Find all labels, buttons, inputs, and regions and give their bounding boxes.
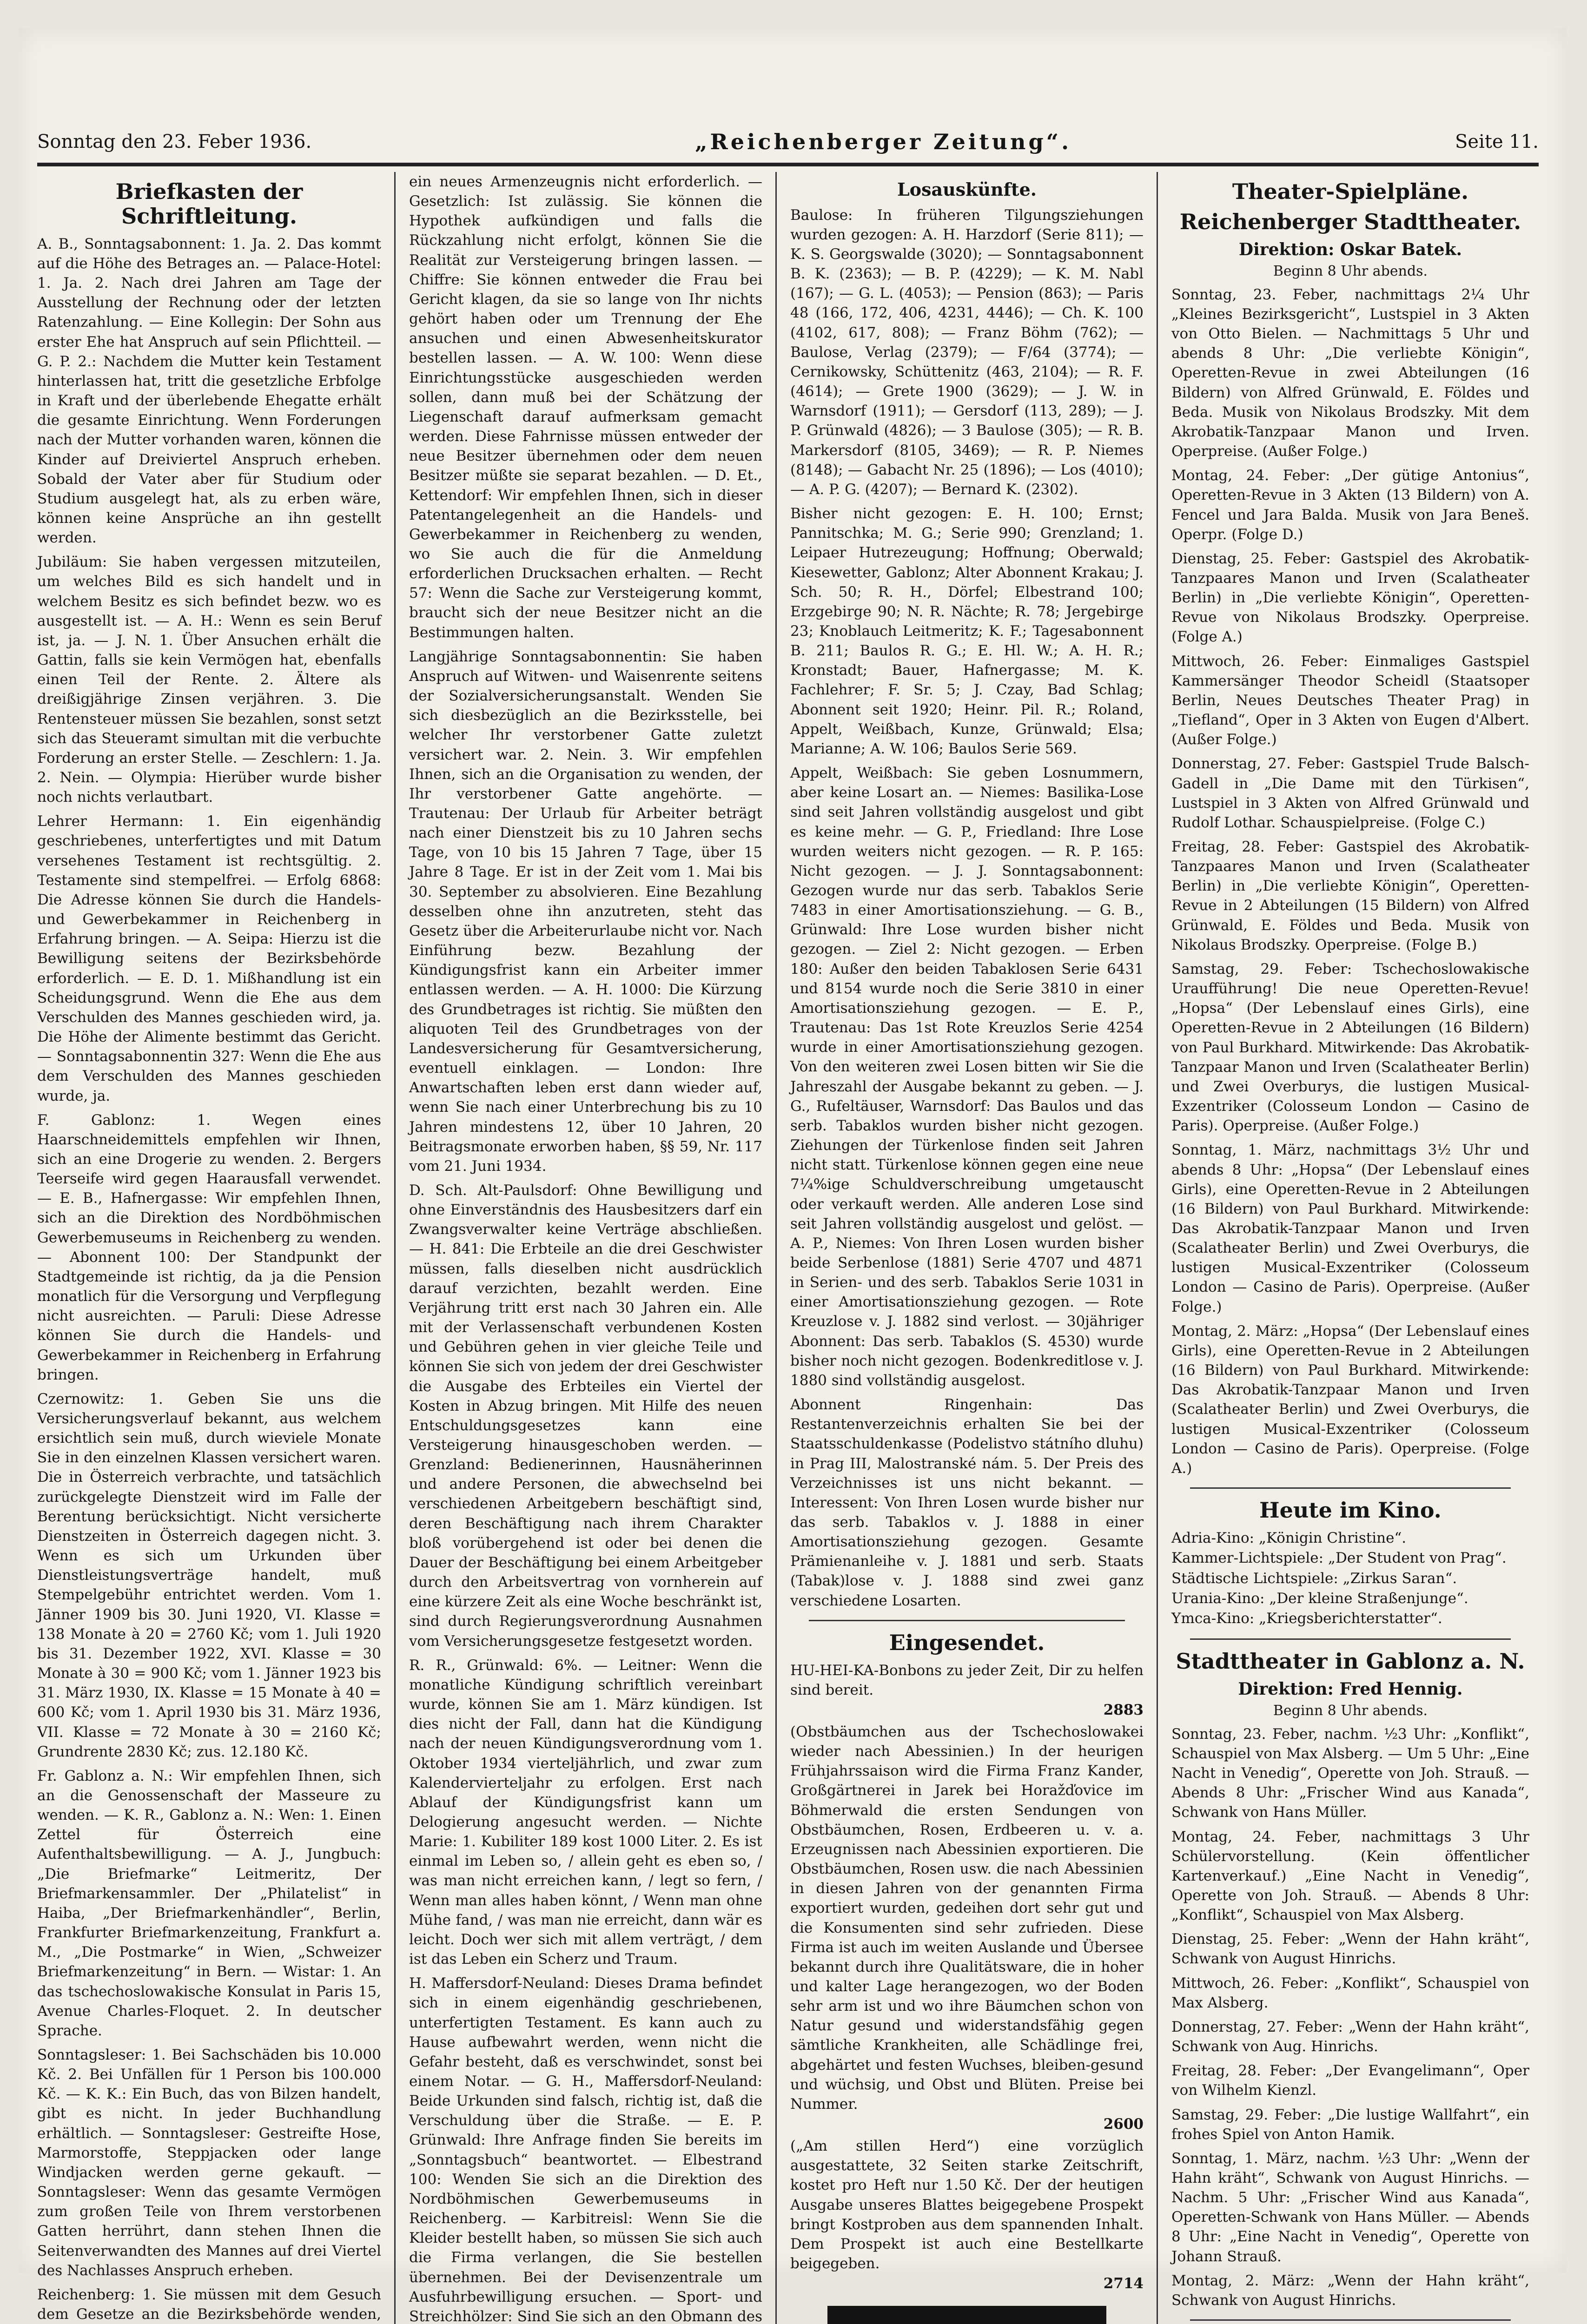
briefkasten-para: Fr. Gablonz a. N.: Wir empfehlen Ihnen, sich an die Genossenschaft der Masseure zu wenden. — K. R., Gablonz a. N.: Wen: 1. Einen Zettel für Österreich eine Aufenthaltsbewilligung. — A. J., Jungbuch: „Die Briefmarke“ Leitmeritz, Der Briefmarkensammler. Der „Philatelist“ in Haiba, „Der Briefmarkenhändler“, Berlin, Frankfurter Briefmarkenzeitung, Frankfurt a. M., „Die Postmarke“ in Wien, „Schweizer Briefmarkenzeitung“ in Bern. — Wistar: 1. An das tschechoslowakische Konsulat in Paris 15, Avenue Charles-Floquet. 2. In deutscher Sprache. [37, 1767, 381, 2039]
column-briefkasten-continued [409, 172, 762, 2324]
gablonz-heading: Stadttheater in Gablonz a. N. [1176, 1648, 1525, 1674]
page-number: Seite 11. [1455, 131, 1539, 152]
section-divider [1190, 2319, 1511, 2321]
program-entry: Donnerstag, 27. Feber: Gastspiel Trude Balsch-Gadell in „Die Dame mit den Türkisen“, Lustspiel in 3 Akten von Alfred Grünwald und Rudolf Lothar. Schauspielpreise. (Folge C.) [1171, 755, 1529, 831]
herd-number: 2714 [1103, 2275, 1144, 2292]
briefkasten-para: ein neues Armenzeugnis nicht erforderlich. — Gesetzlich: Ist zulässig. Sie können die Hypothek aufkündigen und falls die Rückzahlung nicht erfolgt, können Sie die Realität zur Versteigerung bringen lassen. — Chiffre: Sie können entweder die Frau bei Gericht klagen, da sie so lange von Ihr nichts gehört haben oder um Trennung der Ehe ansuchen und einen Abwesenheitskurator bestellen lassen. — A. W. 100: Wenn diese Einrichtungsstücke ausgeschieden werden sollen, dann muß bei der Schätzung der Liegenschaft darauf aufmerksam gemacht werden. Diese Fahrnisse müssen entweder der neue Besitzer übernehmen oder dem neuen Besitzer müßte sie separat bezahlen. — D. Et., Kettendorf: Wir empfehlen Ihnen, sich in dieser Patentangelegenheit an die Handels- und Gewerbekammer in Reichenberg zu wenden, wo Sie auch die für die Anmeldung erforderlichen Drucksachen erhalten. — Recht 57: Wenn die Sache zur Versteigerung kommt, braucht sich der neue Besitzer nicht an die Bestimmungen halten. [409, 173, 762, 641]
gablonz-entry: Freitag, 28. Feber: „Der Evangelimann“, Oper von Wilhelm Kienzl. [1171, 2062, 1529, 2099]
column-briefkasten [37, 172, 381, 2324]
page-header [37, 121, 1539, 163]
briefkasten-para: H. Maffersdorf-Neuland: Dieses Drama befindet sich in einem eigenhändig geschriebenen, unterfertigten Testament. Es kann auch zu Hause aufbewahrt werden, wenn nicht die Gefahr besteht, daß es verschwindet, sonst bei einem Notar. — G. H., Maffersdorf-Neuland: Beide Urkunden sind falsch, richtig ist, daß die Verschuldung über die Straße. — E. P. Grünwald: Ihre Anfrage finden Sie bereits im „Sonntagsbuch“ beantwortet. — Elbestrand 100: Wenden Sie sich an die Direktion des Nordböhmischen Gewerbemuseums in Reichenberg. — Karbitreisl: Wenn Sie die Kleider bestellt haben, so müssen Sie sich auch die Firma verlangen, die Sie bestellen übernehmen. Bei der Devisenzentrale um Ausfuhrbewilligung ersuchen. — Sport- und Streichhölzer: Sind Sie sich an den Obmann des [409, 1975, 762, 2324]
section-divider [809, 1620, 1125, 1621]
beginn: Beginn 8 Uhr abends. [1273, 263, 1428, 279]
newspaper-page [19, 28, 1567, 2324]
los-para: Abonnent Ringenhain: Das Restantenverzeichnis erhalten Sie bei der Staatsschuldenkasse (Podelistvo státního dluhu) in Prag III, Malostranské nám. 5. Der Preis des Verzeichnisses ist uns nicht bekannt. — Interessent: Von Ihren Losen wurde bisher nur das serb. Tabaklos v. J. 1888 in einer Amortisationsziehung gezogen. Gesamte Prämienanleihe v. J. 1881 und serb. Staats (Tabak)lose v. J. 1888 sind zwei ganz verschiedene Losarten. [790, 1396, 1144, 1609]
kino-heading: Heute im Kino. [1259, 1498, 1442, 1523]
program-entry: Sonntag, 1. März, nachmittags 3½ Uhr und abends 8 Uhr: „Hopsa“ (Der Lebenslauf eines Girls), eine Operetten-Revue in 2 Abteilungen (16 Bildern) von Paul Burkhard. Mitwirkende: Das Akrobatik-Tanzpaar Manon und Irven (Scalatheater Berlin) und Zwei Overburys, die lustigen Musical-Exzentriker (Colosseum London — Casino de Paris). Operpreise. (Außer Folge.) [1171, 1142, 1529, 1315]
columns [37, 172, 1539, 2324]
los-para: Appelt, Weißbach: Sie geben Losnummern, aber keine Losart an. — Niemes: Basilika-Lose sind seit Jahren vollständig ausgelost und gibt es keine mehr. — G. P., Friedland: Ihre Lose wurden weiters nicht gezogen. — R. P. 165: Nicht gezogen. — J. J. Sonntagsabonnent: Gezogen wurde nur das serb. Tabaklos Serie 7483 in einer Amortisationsziehung. — G. B., Grünwald: Ihre Lose wurden bisher nicht gezogen. — Ziel 2: Nicht gezogen. — Erben 180: Außer den beiden Tabaklosen Serie 6431 und 8154 wurde noch die Serie 3810 in einer Amortisationsziehung gezogen. — E. P., Trautenau: Das 1st Rote Kreuzlos Serie 4254 wurde in einer Amortisationsziehung gezogen. Von den weiteren zwei Losen bitten wir Sie die Jahreszahl der Ausgabe bekannt zu geben. — J. G., Rufeltäuser, Warnsdorf: Das Baulos und das serb. Tabaklos wurden bisher nicht gezogen. Ziehungen der Türkenlose finden seit Jahren nicht statt. Türkenlose können gegen eine neue 7¼%ige Schuldverschreibung umgetauscht oder verkauft werden. Alle anderen Lose sind seit Jahren vollständig ausgelost und gelöst. — A. P., Niemes: Von Ihren Losen wurden bisher beide Serbenlose (1881) Serie 4707 und 4871 in Serien- und des serb. Tabaklos Serie 1031 in einer Amortisationsziehung gezogen. — Rote Kreuzlose v. J. 1882 sind verlost. — 30jähriger Abonnent: Das serb. Tabaklos (S. 4530) wurde bisher noch nicht gezogen. Bodenkreditlose v. J. 1880 sind vollständig ausgelost. [790, 765, 1144, 1389]
program-entry: Montag, 2. März: „Hopsa“ (Der Lebenslauf eines Girls), eine Operetten-Revue in 2 Abteilungen (16 Bildern) von Paul Burkhard. Mitwirkende: Das Akrobatik-Tanzpaar Manon und Irven (Scalatheater Berlin) und Zwei Overburys, die lustigen Musical-Exzentriker (Colosseum London — Casino de Paris). Operpreise. (Folge A.) [1171, 1322, 1529, 1477]
column-losauskuenfte [790, 172, 1144, 2324]
briefkasten-para: Czernowitz: 1. Geben Sie uns die Versicherungsverlauf bekannt, aus welchem ersichtlich sein muß, durch wieviele Monate Sie in den einzelnen Klassen versichert waren. Die in Österreich verbrachte, und tatsächlich zurückgelegte Dienstzeit wird im Falle der Berentung berücksichtigt. Nicht versicherte Dienstzeiten in Österreich dagegen nicht. 3. Wenn es sich um Urkunden über Dienstleistungsverträge handelt, muß Stempelgebühr entrichtet werden. Vom 1. Jänner 1909 bis 30. Juni 1920, VI. Klasse = 138 Monate à 20 = 2760 Kč; vom 1. Juli 1920 bis 31. Dezember 1922, XVI. Klasse = 30 Monate à 30 = 900 Kč; vom 1. Jänner 1923 bis 31. März 1930, IX. Klasse = 15 Monate à 40 = 600 Kč; vom 1. April 1930 bis 31. März 1936, VII. Klasse = 72 Monate à 30 = 2160 Kč; Grundrente 2830 Kč; zus. 12.180 Kč. [37, 1390, 381, 1760]
column-theater [1171, 172, 1529, 2324]
los-para: Baulose: In früheren Tilgungsziehungen wurden gezogen: A. H. Harzdorf (Serie 811); — K. S. Georgswalde (3020); — Sonntagsabonnent B. K. (2363); — B. P. (4229); — K. M. Nabl (167); — G. L. (4053); — Pension (863); — Paris 48 (166, 172, 406, 4231, 4446); — Ch. K. 100 (4102, 617, 808); — Franz Böhm (762); — Baulose, Verlag (2379); — F/64 (3774); — Cernikowsky, Schüttenitz (463, 2104); — R. F. (4614); — Grete 1900 (3629); — J. W. in Warnsdorf (1911); — Gersdorf (113, 289); — J. P. Grünwald (4826); — 3 Baulose (305); — R. B. Markersdorf (8105, 3469); — R. P. Niemes (8148); — Gabacht Nr. 25 (1896); — Los (4010); — A. P. G. (4207); — Bernard K. (2302). [790, 206, 1144, 498]
gablonz-entry: Donnerstag, 27. Feber: „Wenn der Hahn kräht“, Schwank von Aug. Hinrichs. [1171, 2018, 1529, 2055]
newspaper-title: „Reichenberger Zeitung“. [695, 129, 1072, 154]
eingesendet-line: HU-HEI-KA-Bonbons zu jeder Zeit, Dir zu helfen sind bereit. [790, 1662, 1144, 1698]
briefkasten-para: Lehrer Hermann: 1. Ein eigenhändig geschriebenes, unterfertigtes und mit Datum versehenes Testament ist rechtsgültig. 2. Testamente sind stempelfrei. — Erfolg 6868: Die Adresse können Sie durch die Handels- und Gewerbekammer in Reichenberg in Erfahrung bringen. — A. Seipa: Hierzu ist die Bewilligung seitens der Bezirksbehörde erforderlich. — E. D. 1. Mißhandlung ist ein Scheidungsgrund. Wenn die Ehe aus dem Verschulden des Mannes geschieden wird, ja. Die Höhe der Alimente bestimmt das Gericht. — Sonntagsabonnentin 327: Wenn die Ehe aus dem Verschulden des Mannes geschieden wurde, ja. [37, 813, 381, 1104]
eingesendet-heading: Eingesendet. [889, 1630, 1045, 1655]
briefkasten-para: F. Gablonz: 1. Wegen eines Haarschneidemittels empfehlen wir Ihnen, sich an eine Drogerie zu wenden. 2. Bergers Teerseife wird gegen Haarausfall verwendet. — E. B., Hafnergasse: Wir empfehlen Ihnen, sich an die Direktion des Nordböhmischen Gewerbemuseums in Reichenberg zu wenden. — Abonnent 100: Der Standpunkt der Stadtgemeinde ist richtig, da ja die Pension monatlich für die Versorgung und Verpflegung nicht ausreichten. — Paruli: Diese Adresse können Sie durch die Handels- und Gewerbekammer in Reichenberg in Erfahrung bringen. [37, 1111, 381, 1383]
eingesendet-number: 2883 [1103, 1701, 1144, 1718]
kaisers-brustkaramellen-ad [827, 2306, 1106, 2324]
kino-entry: Urania-Kino: „Der kleine Straßenjunge“. [1171, 1590, 1468, 1607]
gablonz-entry: Montag, 2. März: „Wenn der Hahn kräht“, Schwank von August Hinrichs. [1171, 2272, 1529, 2309]
program-entry: Sonntag, 23. Feber, nachmittags 2¼ Uhr „Kleines Bezirksgericht“, Lustspiel in 3 Akten von Otto Bielen. — Nachmittags 5 Uhr und abends 8 Uhr: „Die verliebte Königin“, Operetten-Revue in zwei Abteilungen (16 Bildern) von Alfred Grünwald, E. Földes und Beda. Musik von Nikolaus Brodszky. Mit dem Akrobatik-Tanzpaar Manon und Irven. Operpreise. (Außer Folge.) [1171, 286, 1529, 460]
briefkasten-para: A. B., Sonntagsabonnent: 1. Ja. 2. Das kommt auf die Höhe des Betrages an. — Palace-Hotel: 1. Ja. 2. Nach drei Jahren am Tage der Ausstellung der Rechnung oder der letzten Ratenzahlung. — Eine Kollegin: Der Sohn aus erster Ehe hat Anspruch auf sein Pflichtteil. — G. P. 2.: Nachdem die Mutter kein Testament hinterlassen hat, tritt die gesetzliche Erbfolge in Kraft und der überlebende Ehegatte erhält die gesamte Einrichtung. Wenn Forderungen nach der Mutter vorhanden waren, können die Kinder auf Dreiviertel Anspruch erheben. Sobald der Vater aber für Studium oder Studium ausgelegt hat, als zu erben wäre, können keine Ansprüche an ihn gestellt werden. [37, 235, 381, 547]
section-divider [1190, 1487, 1511, 1489]
briefkasten-para: Reichenberg: 1. Sie müssen mit dem Gesuch dem Gesetze an die Bezirksbehörde wenden, [37, 2286, 381, 2323]
stadttheater-heading: Reichenberger Stadttheater. [1179, 209, 1521, 234]
program-entry: Freitag, 28. Feber: Gastspiel des Akrobatik-Tanzpaares Manon und Irven (Scalatheater Berlin) in „Die verliebte Königin“, Operetten-Revue in 2 Abteilungen (15 Bildern) von Alfred Grünwald, E. Földes und Beda. Musik von Nikolaus Brodszky. Operpreise. (Folge B.) [1171, 838, 1529, 953]
kino-entry: Kammer-Lichtspiele: „Der Student von Prag“. [1171, 1550, 1507, 1567]
briefkasten-para: D. Sch. Alt-Paulsdorf: Ohne Bewilligung und ohne Einverständnis des Hausbesitzers darf ein Zwangsverwalter keine Verträge abschließen. — H. 841: Die Erbteile an die drei Geschwister müssen, falls dieselben nicht ausdrücklich darauf verzichten, bezahlt werden. Eine Verjährung tritt erst nach 30 Jahren ein. Alle mit der Verlassenschaft verbundenen Kosten und Gebühren gehen in vier gleiche Teile und können Sie sich von jedem der drei Geschwister die Ausgabe des Erbteiles ein Viertel der Kosten in Abzug bringen. Mit Hilfe des neuen Entschuldungsgesetzes kann eine Versteigerung hinausgeschoben werden. — Grenzland: Bedienerinnen, Hausnäherinnen und andere Personen, die abwechselnd bei verschiedenen Arbeitgebern beschäftigt sind, deren Beschäftigung nach ihrem Charakter bloß vorübergehend ist oder bei denen die Dauer der Beschäftigung bei einem Arbeitgeber durch den Arbeitsvertrag von vornherein auf eine kürzere Zeit als eine Woche beschränkt ist, sind durch Regierungsverordnung Ausnahmen vom Versicherungsgesetze festgesetzt worden. [409, 1182, 762, 1650]
losauskuenfte-heading: Losauskünfte. [897, 179, 1037, 200]
gablonz-entry: Mittwoch, 26. Feber: „Konflikt“, Schauspiel von Max Alsberg. [1171, 1974, 1529, 2011]
gablonz-direktion: Direktion: Fred Hennig. [1238, 1679, 1463, 1699]
los-para: Bisher nicht gezogen: E. H. 100; Ernst; Pannitschka; M. G.; Serie 990; Grenzland; 1. Leipaer Hutrezeugung; Hoffnung; Oberwald; Kiesewetter, Gablonz; Alter Abonnent Krakau; J. Sch. 50; R. H., Dörfel; Elbestrand 100; Erzgebirge 90; N. R. Nächte; R. 78; Jergebirge 23; Knoblauch Leitmeritz; K. F.; Tagesabonnent B. 211; Baulos R. G.; E. Hl. W.; A. H. R.; Kronstadt; Bauer, Hafnergasse; M. K. Fachlehrer; F. Sr. 5; J. Czay, Bad Schlag; Abonnent seit 1920; Heinr. Pil. R.; Roland, Appelt, Weißbach, Kunze, Grünwald; Elsa; Marianne; A. W. 106; Baulos Serie 569. [790, 505, 1144, 757]
gablonz-entry: Montag, 24. Feber, nachmittags 3 Uhr Schülervorstellung. (Kein öffentlicher Kartenverkauf.) „Eine Nacht in Venedig“, Operette von Joh. Strauß. — Abends 8 Uhr: „Konflikt“, Schauspiel von Max Alsberg. [1171, 1828, 1529, 1924]
direktion: Direktion: Oskar Batek. [1238, 239, 1462, 259]
herd-notice: („Am stillen Herd“) eine vorzüglich ausgestattete, 32 Seiten starke Zeitschrift, kostet pro Heft nur 1.50 Kč. Der der heutigen Ausgabe unseres Blattes beigegebene Prospekt bringt Kostproben aus dem spannenden Inhalt. Dem Prospekt ist auch eine Bestellkarte beigegeben. [790, 2138, 1144, 2272]
briefkasten-para: Sonntagsleser: 1. Bei Sachschäden bis 10.000 Kč. 2. Bei Unfällen für 1 Person bis 100.000 Kč. — K. K.: Ein Buch, das von Bilzen handelt, gibt es nicht. In jeder Buchhandlung erhältlich. — Sonntagsleser: Gestreifte Hose, Marmorstoffe, Steppjacken oder lange Windjacken werden gerne gekauft. — Sonntagsleser: Wenn das gesamte Vermögen zum großen Teile von Ihrem verstorbenen Gatten herrührt, dann stehen Ihnen die Seitenverwandten des Mannes auf drei Viertel des Nachlasses Anspruch erheben. [37, 2047, 381, 2279]
obst-notice: (Obstbäumchen aus der Tschechoslowakei wieder nach Abessinien.) In der heurigen Frühjahrssaison wird die Firma Franz Kander, Großgärtnerei in Jarek bei Horažďovice im Böhmerwald die ersten Sendungen von Obstbäumchen, Rosen, Erdbeeren u. v. a. Erzeugnissen nach Abessinien exportieren. Die Obstbäumchen, Rosen usw. die nach Abessinien in diesen Jahren von der genannten Firma exportiert wurden, gedeihen dort sehr gut und die Konsumenten sind sehr zufrieden. Diese Firma ist auch im weiten Auslande und Übersee bekannt durch ihre Qualitätsware, die in hoher und kalter Lage herangezogen, wo der Boden sehr arm ist und wo ihre Bäumchen schon von Natur gesund und widerstandsfähig gegen sämtliche Krankheiten, alle Schädlinge frei, abgehärtet und festen Wuchses, bleiben-gesund und wüchsig, und Obst und Blüten. Preise bei Nummer. [790, 1723, 1144, 2113]
header-date: Sonntag den 23. Feber 1936. [37, 131, 312, 152]
briefkasten-para: Langjährige Sonntagsabonnentin: Sie haben Anspruch auf Witwen- und Waisenrente seitens der Sozialversicherungsanstalt. Wenden Sie sich diesbezüglich an die Bezirksstelle, bei welcher Ihr verstorbener Gatte zuletzt versichert war. 2. Nein. 3. Wir empfehlen Ihnen, sich an die Organisation zu wenden, der Ihr verstorbener Gatte angehörte. — Trautenau: Der Urlaub für Arbeiter beträgt nach einer Dienstzeit bis zu 10 Jahren sechs Tage, von 10 bis 15 Jahren 7 Tage, über 15 Jahre 8 Tage. Er ist in der Zeit vom 1. Mai bis 30. September zu absolvieren. Eine Bezahlung desselben ohne ihn anzutreten, steht das Gesetz über die Arbeiterurlaube nicht vor. Nach Einführung bezw. Bezahlung der Kündigungsfrist kann ein Arbeiter immer entlassen werden. — A. H. 1000: Die Kürzung des Grundbetrages ist richtig. Sie müßten den aliquoten Teil des Grundbetrages von der Landesversicherung für Gesamtversicherung, eventuell einklagen. — London: Ihre Anwartschaften leben erst dann wieder auf, wenn Sie nach einer Unterbrechung bis zu 10 Jahren mindestens 12, über 10 Jahren, 20 Beitragsmonate erworben haben, §§ 59, Nr. 117 vom 21. Juni 1934. [409, 648, 762, 1175]
briefkasten-para: R. R., Grünwald: 6%. — Leitner: Wenn die monatliche Kündigung schriftlich vereinbart wurde, können Sie am 1. März kündigen. Ist dies nicht der Fall, dann hat die Kündigung nach der neuen Kündigungsverordnung vom 1. Oktober 1934 vierteljährlich, und zwar zum Kalendervierteljahr zu erfolgen. Erst nach Ablauf der Kündigungsfrist kann um Delogierung angesucht werden. — Nichte Marie: 1. Kubiliter 189 kost 1000 Liter. 2. Es ist einmal im Leben so, / allein geht es eben so, / was man nicht erreichen kann, / legt so fern, / Wenn man alles haben könnt, / Wenn man ohne Mühe fand, / was man nie erreicht, dann wär es leicht. Doch wer sich mit allem verträgt, / dem ist das Leben ein Scherz und Traum. [409, 1657, 762, 1968]
gablonz-beginn: Beginn 8 Uhr abends. [1273, 1702, 1428, 1719]
briefkasten-heading: Briefkasten der Schriftleitung. [115, 179, 303, 229]
program-entry: Samstag, 29. Feber: Tschechoslowakische Uraufführung! Die neue Operetten-Revue! „Hopsa“ (Der Lebenslauf eines Girls), eine Operetten-Revue in 2 Abteilungen (16 Bildern) von Paul Burkhard. Mitwirkende: Das Akrobatik-Tanzpaar Manon und Irven (Scalatheater Berlin) und Zwei Overburys, die lustigen Musical-Exzentriker (Colosseum London — Casino de Paris). Operpreise. (Außer Folge.) [1171, 960, 1529, 1135]
kino-entry: Ymca-Kino: „Kriegsberichterstatter“. [1171, 1610, 1442, 1627]
briefkasten-para: Jubiläum: Sie haben vergessen mitzuteilen, um welches Bild es sich handelt und in welchem Besitz es sich befindet bezw. wo es ausgestellt ist. — A. H.: Wenn es sein Beruf ist, ja. — J. N. 1. Über Ansuchen erhält die Gattin, falls sie kein Vermögen hat, ebenfalls einen Teil der Rente. 2. Ältere als dreißigjährige Zinsen verjähren. 3. Die Rentensteuer müssen Sie bezahlen, sonst setzt sich das Steueramt simultan mit die verbuchte Forderung an erster Stelle. — Zeschlern: 1. Ja. 2. Nein. — Olympia: Hierüber wurde bisher noch nichts verlautbart. [37, 554, 381, 806]
gablonz-entry: Samstag, 29. Feber: „Die lustige Wallfahrt“, ein frohes Spiel von Anton Hamik. [1171, 2106, 1529, 2143]
program-entry: Dienstag, 25. Feber: Gastspiel des Akrobatik-Tanzpaares Manon und Irven (Scalatheater Berlin) in „Die verliebte Königin“, Operetten-Revue von Nikolaus Brodszky. Operpreise. (Folge A.) [1171, 550, 1529, 646]
program-entry: Montag, 24. Feber: „Der gütige Antonius“, Operetten-Revue in 3 Akten (13 Bildern) von A. Fencel und Jara Balda. Musik von Jara Beneš. Operpr. (Folge D.) [1171, 467, 1529, 543]
program-entry: Mittwoch, 26. Feber: Einmaliges Gastspiel Kammersänger Theodor Scheidl (Staatsoper Berlin, Neues Deutsches Theater Prag) in „Tiefland“, Oper in 3 Akten von Eugen d'Albert. (Außer Folge.) [1171, 653, 1529, 748]
gablonz-entry: Sonntag, 1. März, nachm. ½3 Uhr: „Wenn der Hahn kräht“, Schwank von August Hinrichs. — Nachm. 5 Uhr: „Frischer Wind aus Kanada“, Operetten-Schwank von Hans Müller. — Abends 8 Uhr: „Eine Nacht in Venedig“, Operette von Johann Strauß. [1171, 2150, 1529, 2265]
section-divider [1190, 1638, 1511, 1640]
header-rule [37, 163, 1539, 166]
obst-number: 2600 [1103, 2116, 1144, 2133]
kino-entry: Städtische Lichtspiele: „Zirkus Saran“. [1171, 1570, 1457, 1587]
kino-entry: Adria-Kino: „Königin Christine“. [1171, 1529, 1407, 1546]
theater-heading: Theater-Spielpläne. [1232, 179, 1469, 204]
gablonz-entry: Dienstag, 25. Feber: „Wenn der Hahn kräht“, Schwank von August Hinrichs. [1171, 1931, 1529, 1967]
gablonz-entry: Sonntag, 23. Feber, nachm. ½3 Uhr: „Konflikt“, Schauspiel von Max Alsberg. — Um 5 Uhr: „Eine Nacht in Venedig“, Operette von Joh. Strauß. — Abends 8 Uhr: „Frischer Wind aus Kanada“, Schwank von Hans Müller. [1171, 1725, 1529, 1821]
